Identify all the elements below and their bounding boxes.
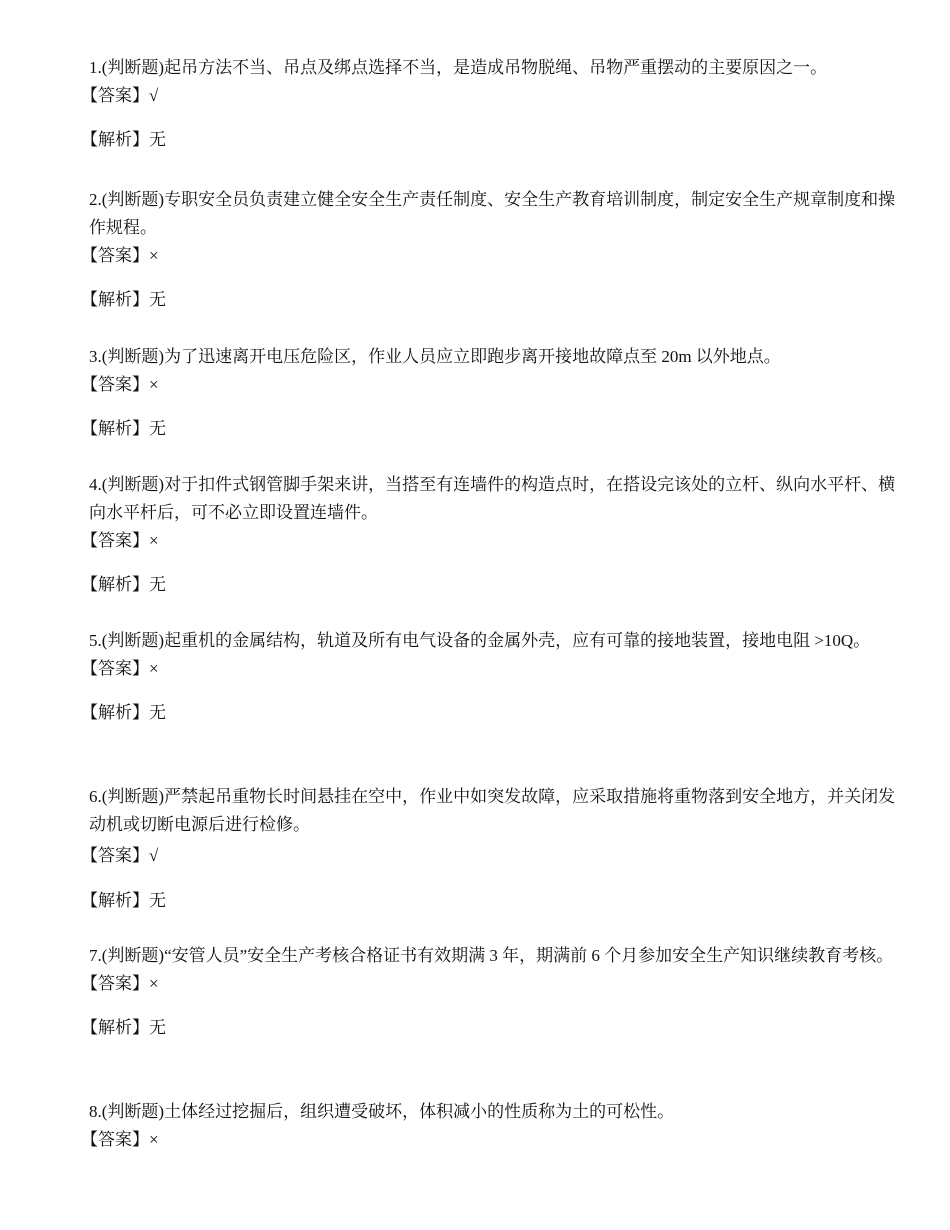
- answer-line: 【答案】√: [81, 86, 159, 105]
- answer-line: 【答案】×: [81, 1130, 159, 1149]
- question-item: [81, 471, 907, 599]
- question-text: 4.(判断题)对于扣件式钢管脚手架来讲，当搭至有连墙件的构造点时，在搭设完该处的立杆、纵向水平杆、横向水平杆后，可不必立即设置连墙件。: [89, 475, 896, 522]
- analysis-line: 【解析】无: [81, 419, 166, 438]
- answer-line: 【答案】×: [81, 375, 159, 394]
- analysis-line: 【解析】无: [81, 575, 166, 594]
- analysis-line: 【解析】无: [81, 891, 166, 910]
- analysis-line: 【解析】无: [81, 290, 166, 309]
- question-text: 8.(判断题)土体经过挖掘后，组织遭受破坏，体积减小的性质称为土的可松性。: [89, 1102, 675, 1121]
- question-text: 3.(判断题)为了迅速离开电压危险区，作业人员应立即跑步离开接地故障点至 20m 以外地点。: [89, 347, 781, 366]
- question-text: 6.(判断题)严禁起吊重物长时间悬挂在空中，作业中如突发故障，应采取措施将重物落到安全地方，并关闭发动机或切断电源后进行检修。: [89, 787, 896, 834]
- question-item: [81, 1098, 907, 1154]
- question-item: [81, 942, 907, 1042]
- analysis-line: 【解析】无: [81, 703, 166, 722]
- question-text: 2.(判断题)专职安全员负责建立健全安全生产责任制度、安全生产教育培训制度，制定安全生产规章制度和操作规程。: [89, 190, 896, 237]
- answer-line: 【答案】×: [81, 659, 159, 678]
- answer-line: 【答案】×: [81, 974, 159, 993]
- answer-line: 【答案】×: [81, 531, 159, 550]
- analysis-line: 【解析】无: [81, 130, 166, 149]
- question-text: 5.(判断题)起重机的金属结构，轨道及所有电气设备的金属外壳，应有可靠的接地装置，接地电阻 >10Q。: [89, 631, 871, 650]
- analysis-line: 【解析】无: [81, 1018, 166, 1037]
- question-item: [81, 783, 907, 915]
- answer-line: 【答案】×: [81, 246, 159, 265]
- answer-line: 【答案】√: [81, 846, 159, 865]
- question-item: [81, 54, 907, 154]
- question-item: [81, 343, 907, 443]
- question-item: [81, 186, 907, 314]
- question-text: 7.(判断题)“安管人员”安全生产考核合格证书有效期满 3 年，期满前 6 个月参加安全生产知识继续教育考核。: [89, 946, 894, 965]
- question-text: 1.(判断题)起吊方法不当、吊点及绑点选择不当，是造成吊物脱绳、吊物严重摆动的主要原因之一。: [89, 58, 828, 77]
- question-item: [81, 627, 907, 727]
